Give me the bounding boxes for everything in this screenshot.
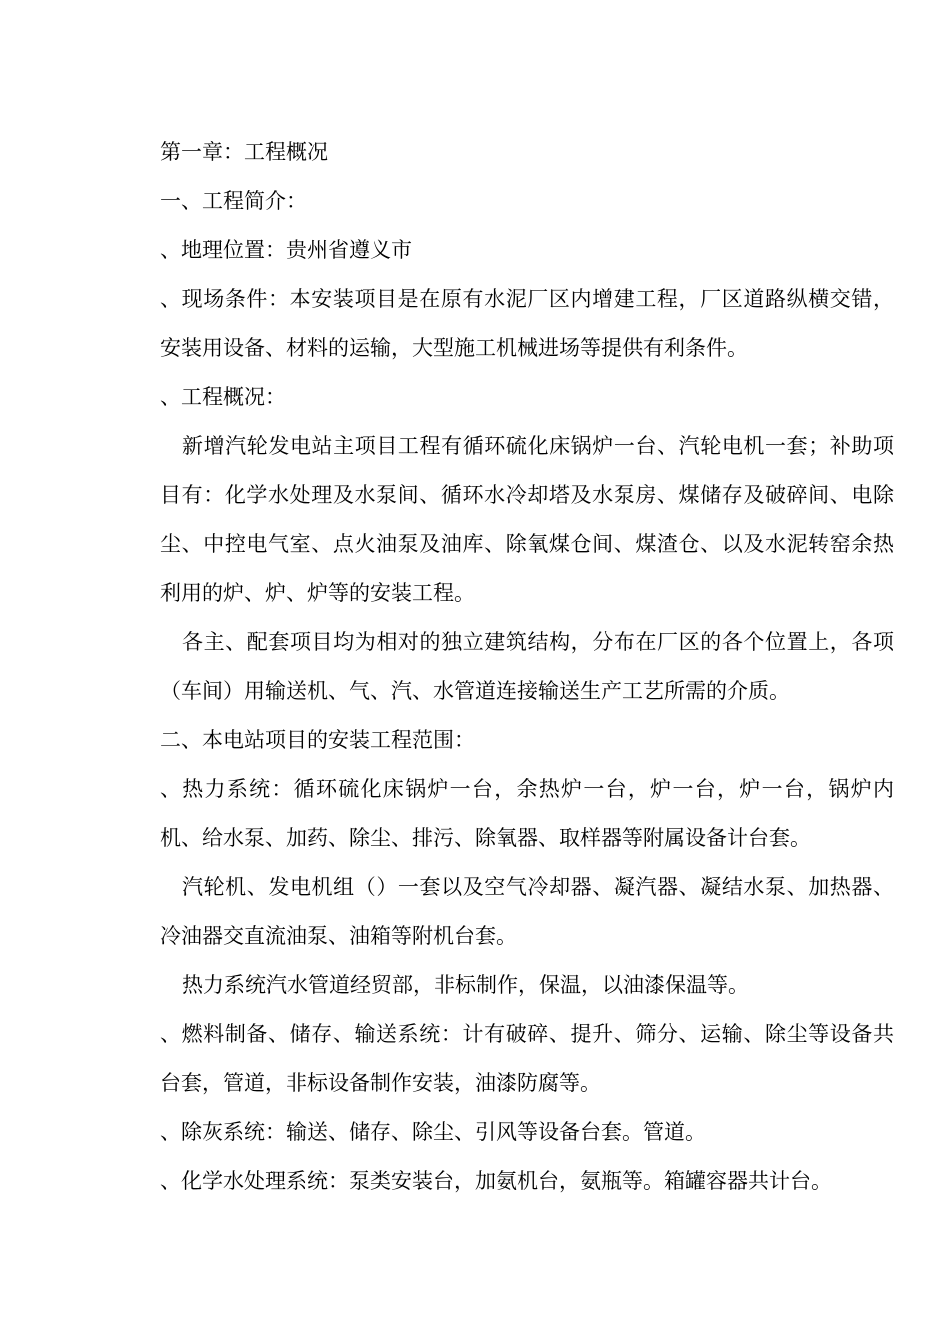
section-heading: 一、工程简介： (160, 189, 307, 213)
paragraph: 、燃料制备、储存、输送系统：计有破碎、提升、筛分、运输、除尘等设备共台套，管道，非标设备制作安装，油漆防腐等。 (160, 1022, 894, 1095)
paragraph: 、地理位置：贵州省遵义市 (160, 238, 412, 262)
paragraph: 、化学水处理系统：泵类安装台，加氨机台，氨瓶等。箱罐容器共计台。 (160, 1169, 832, 1193)
paragraph: 新增汽轮发电站主项目工程有循环硫化床锅炉一台、汽轮电机一套；补助项目有：化学水处理及水泵间、循环水冷却塔及水泵房、煤储存及破碎间、电除尘、中控电气室、点火油泵及油库、除氧煤仓间、煤渣仓、以及水泥转窑余热利用的炉、炉、炉等的安装工程。 (160, 434, 894, 605)
document-body (160, 128, 894, 1206)
paragraph: 、除灰系统：输送、储存、除尘、引风等设备台套。管道。 (160, 1120, 706, 1144)
section-heading: 二、本电站项目的安装工程范围： (160, 728, 475, 752)
paragraph: 汽轮机、发电机组（）一套以及空气冷却器、凝汽器、凝结水泵、加热器、冷油器交直流油泵、油箱等附机台套。 (160, 875, 894, 948)
paragraph: 、热力系统：循环硫化床锅炉一台，余热炉一台，炉一台，炉一台，锅炉内机、给水泵、加药、除尘、排污、除氧器、取样器等附属设备计台套。 (160, 777, 894, 850)
paragraph: 、工程概况： (160, 385, 286, 409)
chapter-title: 第一章：工程概况 (160, 140, 328, 164)
paragraph: 热力系统汽水管道经贸部，非标制作，保温，以油漆保温等。 (182, 973, 749, 997)
paragraph: 各主、配套项目均为相对的独立建筑结构，分布在厂区的各个位置上，各项（车间）用输送机、气、汽、水管道连接输送生产工艺所需的介质。 (160, 630, 894, 703)
paragraph: 、现场条件：本安装项目是在原有水泥厂区内增建工程，厂区道路纵横交错，安装用设备、材料的运输，大型施工机械进场等提供有利条件。 (160, 287, 894, 360)
